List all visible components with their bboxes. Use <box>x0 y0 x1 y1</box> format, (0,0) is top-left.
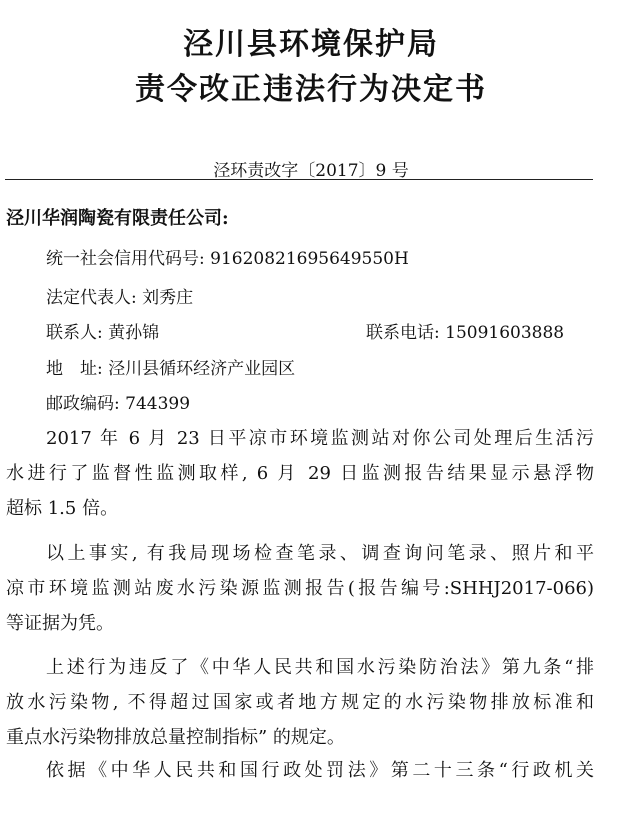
contact-phone: 联系电话: 15091603888 <box>366 323 565 343</box>
paragraph-legal-basis <box>6 753 594 788</box>
paragraph-line: 凉市环境监测站废水污染源监测报告(报告编号:SHHJ2017-066) <box>6 578 594 599</box>
paragraph-line: 等证据为凭。 <box>6 613 114 634</box>
paragraph-line: 放水污染物, 不得超过国家或者地方规定的水污染物排放标准和 <box>6 692 594 713</box>
paragraph-line: 以上事实, 有我局现场检查笔录、调查询问笔录、照片和平 <box>46 543 594 564</box>
paragraph-monitoring-finding <box>6 421 594 526</box>
credit-code: 统一社会信用代码号: 91620821695649550H <box>46 249 409 269</box>
paragraph-line: 重点水污染物排放总量控制指标” 的规定。 <box>6 727 345 748</box>
paragraph-line: 依据《中华人民共和国行政处罚法》第二十三条“行政机关 <box>46 760 594 781</box>
header-divider <box>5 179 593 180</box>
contact-person: 联系人: 黄孙锦 <box>46 323 160 343</box>
paragraph-line: 2017 年 6 月 23 日平凉市环境监测站对你公司处理后生活污 <box>46 428 594 449</box>
document-title: 责令改正违法行为决定书 <box>135 72 487 107</box>
paragraph-evidence <box>6 536 594 641</box>
legal-representative: 法定代表人: 刘秀庄 <box>46 288 194 308</box>
paragraph-line: 水进行了监督性监测取样, 6 月 29 日监测报告结果显示悬浮物 <box>6 463 594 484</box>
document-number: 泾环责改字〔2017〕9 号 <box>213 161 409 181</box>
agency-title: 泾川县环境保护局 <box>183 27 439 62</box>
paragraph-violation <box>6 650 594 755</box>
recipient-company: 泾川华润陶瓷有限责任公司: <box>6 208 229 229</box>
postcode: 邮政编码: 744399 <box>46 394 191 414</box>
paragraph-line: 上述行为违反了《中华人民共和国水污染防治法》第九条“排 <box>46 657 594 678</box>
address: 地 址: 泾川县循环经济产业园区 <box>46 359 296 379</box>
paragraph-line: 超标 1.5 倍。 <box>6 498 119 519</box>
